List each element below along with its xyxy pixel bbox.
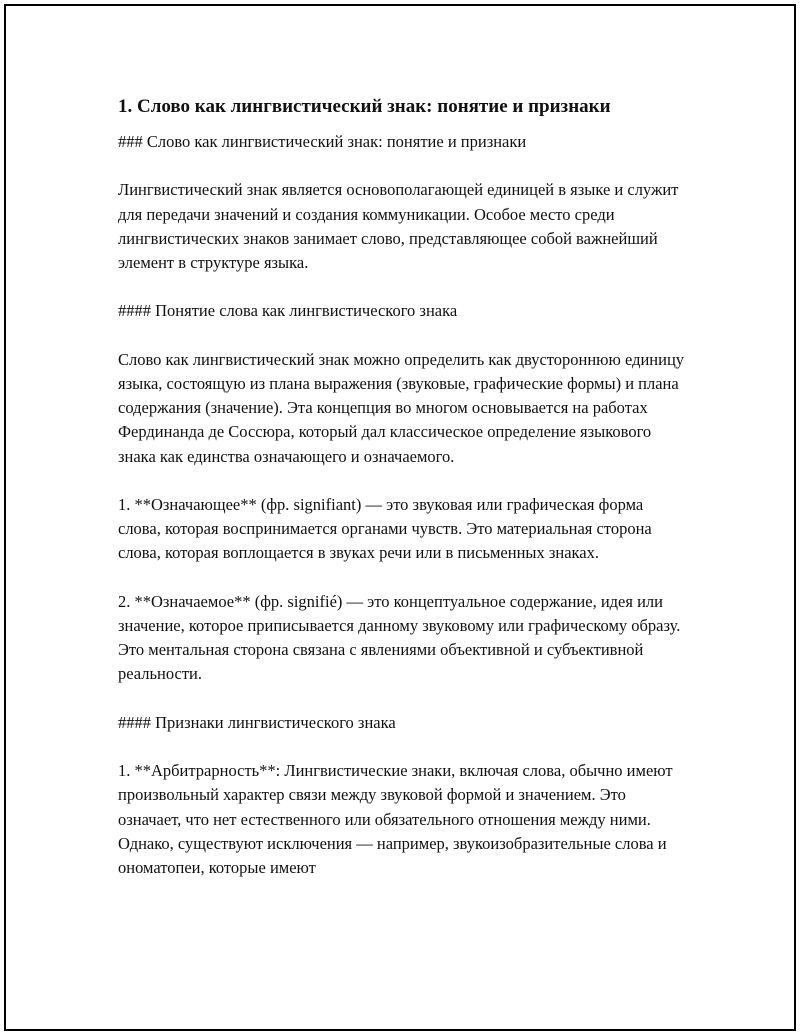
list-item-arbitrariness: 1. **Арбитрарность**: Лингвистические знаки, включая слова, обычно имеют произвольный характер связи между звуковой формой и значением. Это означает, что нет естественного или обязательного отношения между ними. Однако, существуют исключения — например, звукоизобразительные слова и ономатопеи, которые имеют	[118, 761, 673, 877]
markdown-heading-h4-features: #### Признаки лингвистического знака	[118, 712, 396, 732]
list-item-signifier: 1. **Означающее** (фр. signifiant) — это звуковая или графическая форма слова, которая воспринимается органами чувств. Это материальная сторона слова, которая воплощается в звуках речи или в письменных знаках.	[118, 494, 652, 563]
markdown-heading-h4-concept: #### Понятие слова как лингвистического знака	[118, 301, 458, 321]
markdown-heading-h3: ### Слово как лингвистический знак: понятие и признаки	[118, 132, 527, 151]
paragraph-intro: Лингвистический знак является основополагающей единицей в языке и служит для передачи значений и создания коммуникации. Особое место среди лингвистических знаков занимает слово, представляющее собой важнейший элемент в структуре языка.	[118, 180, 679, 272]
paragraph-concept: Слово как лингвистический знак можно определить как двустороннюю единицу языка, состоящую из плана выражения (звуковые, графические формы) и плана содержания (значение). Эта концепция во многом основывается на работах Фердинанда де Соссюра, который дал классическое определение языкового знака как единства означающего и означаемого.	[118, 349, 685, 466]
document-title: 1. Слово как лингвистический знак: понятие и признаки	[118, 96, 611, 117]
list-item-signified: 2. **Означаемое** (фр. signifié) — это концептуальное содержание, идея или значение, которое приписывается данному звуковому или графическому образу. Это ментальная сторона связана с явлениями объективной и субъективной реальности.	[118, 591, 681, 684]
document-body	[118, 94, 688, 880]
